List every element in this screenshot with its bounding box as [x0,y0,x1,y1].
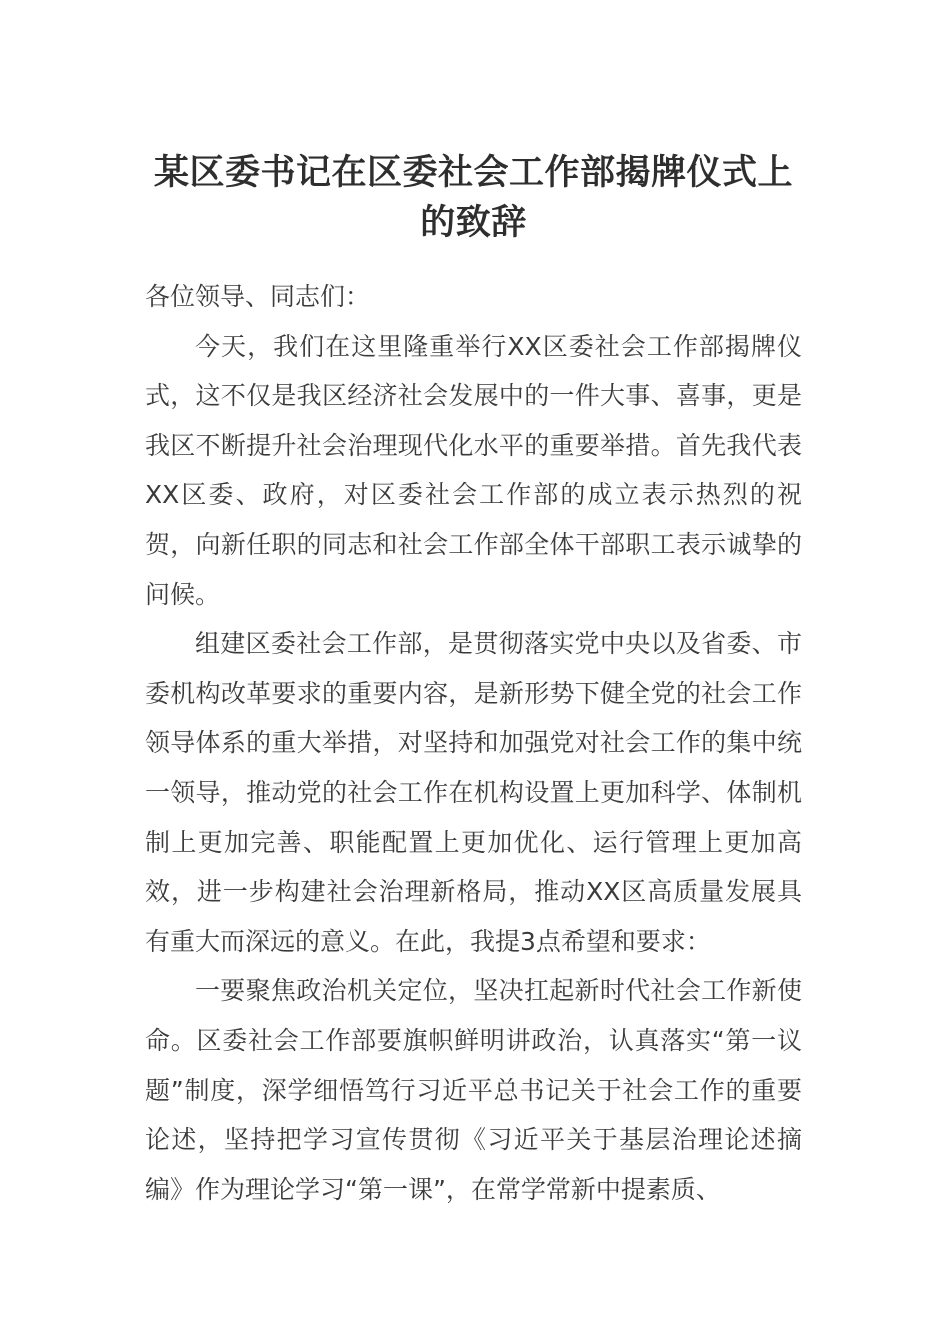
salutation: 各位领导、同志们： [145,282,371,311]
paragraph-1: 今天，我们在这里隆重举行XX区委社会工作部揭牌仪式，这不仅是我区经济社会发展中的一件大事、喜事，更是我区不断提升社会治理现代化水平的重要举措。首先我代表XX区委、政府，对区委社会工作部的成立表示热烈的祝贺，向新任职的同志和社会工作部全体干部职工表示诚挚的问候。 [145,331,802,609]
document-body [145,272,802,1214]
title-line-2: 的致辞 [420,203,527,243]
title-line-1: 某区委书记在区委社会工作部揭牌仪式上 [153,153,793,193]
paragraph-2: 组建区委社会工作部，是贯彻落实党中央以及省委、市委机构改革要求的重要内容，是新形势下健全党的社会工作领导体系的重大举措，对坚持和加强党对社会工作的集中统一领导，推动党的社会工作在机构设置上更加科学、体制机制上更加完善、职能配置上更加优化、运行管理上更加高效，进一步构建社会治理新格局，推动XX区高质量发展具有重大而深远的意义。在此，我提3点希望和要求： [145,629,802,956]
document-title [145,148,802,248]
paragraph-3: 一要聚焦政治机关定位，坚决扛起新时代社会工作新使命。区委社会工作部要旗帜鲜明讲政治，认真落实“第一议题”制度，深学细悟笃行习近平总书记关于社会工作的重要论述，坚持把学习宣传贯彻《习近平关于基层治理论述摘编》作为理论学习“第一课”，在常学常新中提素质、 [145,976,802,1204]
